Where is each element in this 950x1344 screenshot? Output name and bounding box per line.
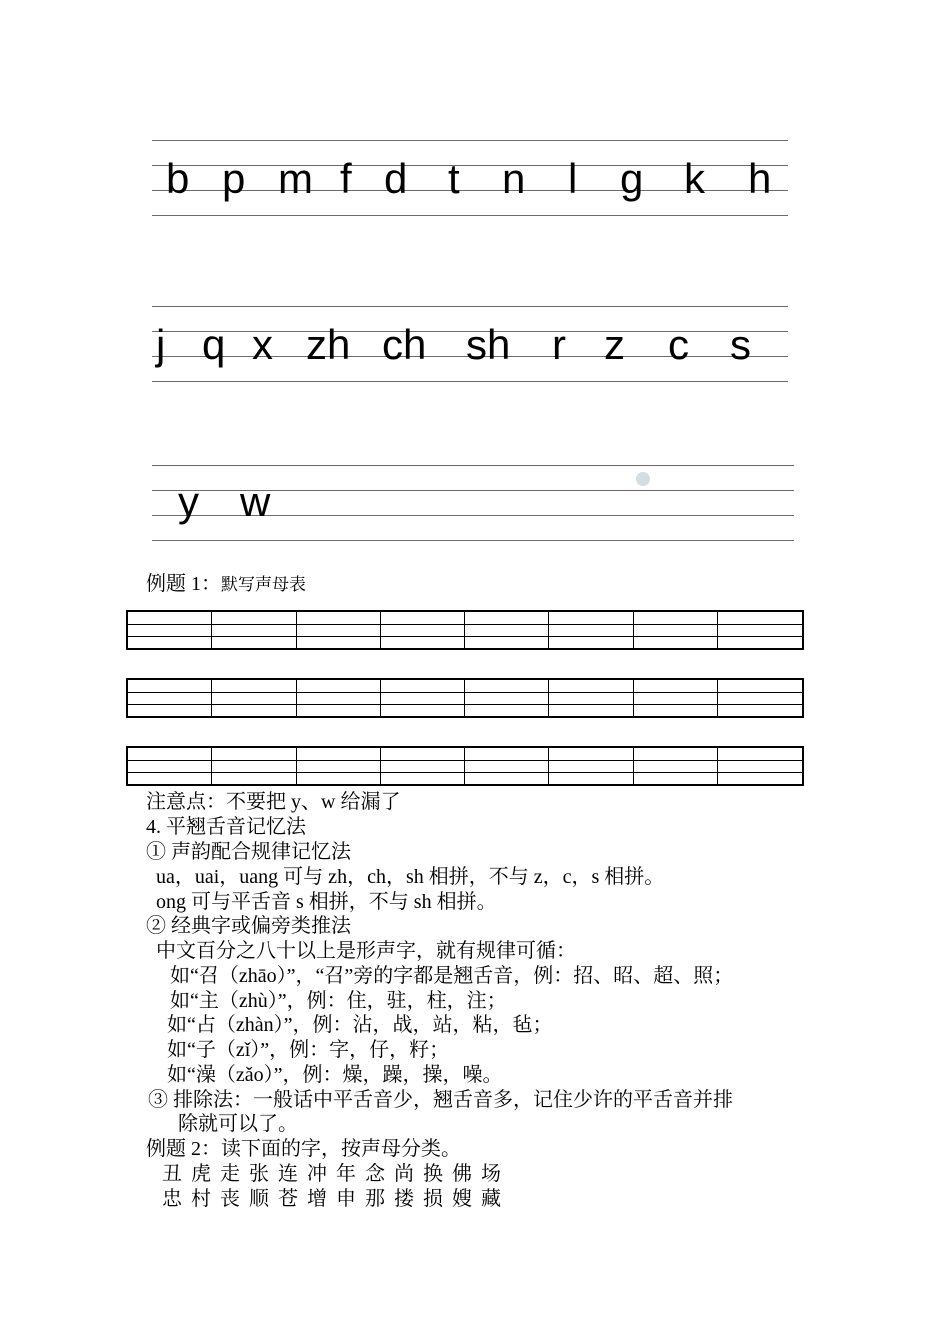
writing-grid-3 bbox=[126, 746, 804, 786]
grid-cell bbox=[465, 680, 549, 716]
initial-letter: p bbox=[222, 155, 246, 202]
initial-letter: sh bbox=[466, 321, 511, 368]
initial-letter: j bbox=[156, 321, 166, 368]
grid-cell bbox=[465, 612, 549, 648]
initial-letter: ch bbox=[382, 321, 427, 368]
method-1-rule-2: ong 可与平舌音 s 相拼，不与 sh 相拼。 bbox=[156, 891, 497, 913]
grid-cell bbox=[128, 680, 212, 716]
grid-cell bbox=[128, 612, 212, 648]
example-1-label: 例题 1： bbox=[146, 573, 221, 595]
grid-cell bbox=[465, 748, 549, 784]
grid-cell bbox=[634, 612, 718, 648]
grid-cell bbox=[128, 748, 212, 784]
initial-letter: h bbox=[748, 155, 772, 202]
grid-cell bbox=[381, 680, 465, 716]
initial-letter: d bbox=[384, 155, 408, 202]
initial-letter: w bbox=[240, 478, 271, 525]
pinyin-staff-2 bbox=[152, 306, 788, 384]
initial-letter: z bbox=[604, 321, 625, 368]
initial-letter: f bbox=[340, 155, 352, 202]
note-text: 注意点：不要把 y、w 给漏了 bbox=[146, 791, 401, 813]
initial-letter: zh bbox=[306, 321, 351, 368]
pinyin-staff-3 bbox=[152, 465, 794, 543]
method-3-line-2: 除就可以了。 bbox=[178, 1113, 298, 1135]
grid-cell bbox=[212, 612, 296, 648]
initial-letter: b bbox=[166, 155, 190, 202]
section-4-heading: 4. 平翘舌音记忆法 bbox=[146, 816, 306, 838]
grid-cell bbox=[297, 748, 381, 784]
method-2-example-5: 如“澡（zǎo）”，例：燥，躁，操，噪。 bbox=[167, 1064, 503, 1086]
grid-cell bbox=[549, 748, 633, 784]
initial-letter: n bbox=[502, 155, 526, 202]
writing-grid-1 bbox=[126, 610, 804, 650]
initial-letter: l bbox=[568, 155, 578, 202]
method-1-rule-1: ua，uai，uang 可与 zh，ch，sh 相拼，不与 z，c，s 相拼。 bbox=[156, 866, 665, 888]
initial-letter: m bbox=[278, 155, 313, 202]
initial-letter: k bbox=[684, 155, 705, 202]
method-2-example-4: 如“子（zǐ）”，例：字，仔，籽； bbox=[167, 1039, 450, 1061]
initial-letter: q bbox=[202, 321, 226, 368]
watermark-logo bbox=[636, 472, 654, 486]
grid-cell bbox=[297, 612, 381, 648]
grid-cell bbox=[718, 612, 802, 648]
pinyin-staff-1 bbox=[152, 140, 788, 218]
grid-cell bbox=[634, 680, 718, 716]
grid-cell bbox=[549, 612, 633, 648]
grid-cell bbox=[718, 748, 802, 784]
initial-letter: g bbox=[620, 155, 644, 202]
grid-cell bbox=[297, 680, 381, 716]
initial-letter: x bbox=[252, 321, 273, 368]
grid-cell bbox=[718, 680, 802, 716]
grid-cell bbox=[212, 748, 296, 784]
grid-cell bbox=[381, 612, 465, 648]
method-2-example-3: 如“占（zhàn）”，例：沾，战，站，粘，毡； bbox=[167, 1014, 553, 1036]
example-2-chars-row-2: 忠村丧顺苍增申那搂损嫂藏 bbox=[162, 1188, 510, 1210]
method-1-heading: ① 声韵配合规律记忆法 bbox=[146, 841, 351, 863]
grid-cell bbox=[634, 748, 718, 784]
method-2-intro: 中文百分之八十以上是形声字，就有规律可循： bbox=[156, 940, 576, 962]
method-3-line-1: ③ 排除法：一般话中平舌音少，翘舌音多，记住少许的平舌音并排 bbox=[148, 1089, 733, 1111]
writing-grid-2 bbox=[126, 678, 804, 718]
grid-cell bbox=[381, 748, 465, 784]
initial-letter: y bbox=[178, 478, 199, 525]
example-2-heading: 例题 2：读下面的字，按声母分类。 bbox=[146, 1138, 461, 1160]
example-2-chars-row-1: 丑虎走张连冲年念尚换佛场 bbox=[162, 1163, 510, 1185]
initial-letter: c bbox=[668, 321, 689, 368]
method-2-example-2: 如“主（zhù）”，例：住，驻，柱，注； bbox=[170, 990, 507, 1012]
initial-letter: t bbox=[448, 155, 460, 202]
example-1-title: 默写声母表 bbox=[221, 575, 306, 594]
grid-cell bbox=[212, 680, 296, 716]
method-2-example-1: 如“召（zhāo）”，“召”旁的字都是翘舌音，例：招、昭、超、照； bbox=[170, 965, 734, 987]
initial-letter: r bbox=[552, 321, 566, 368]
example-1-heading bbox=[146, 572, 306, 597]
grid-cell bbox=[549, 680, 633, 716]
initial-letter: s bbox=[730, 321, 751, 368]
method-2-heading: ② 经典字或偏旁类推法 bbox=[146, 915, 351, 937]
